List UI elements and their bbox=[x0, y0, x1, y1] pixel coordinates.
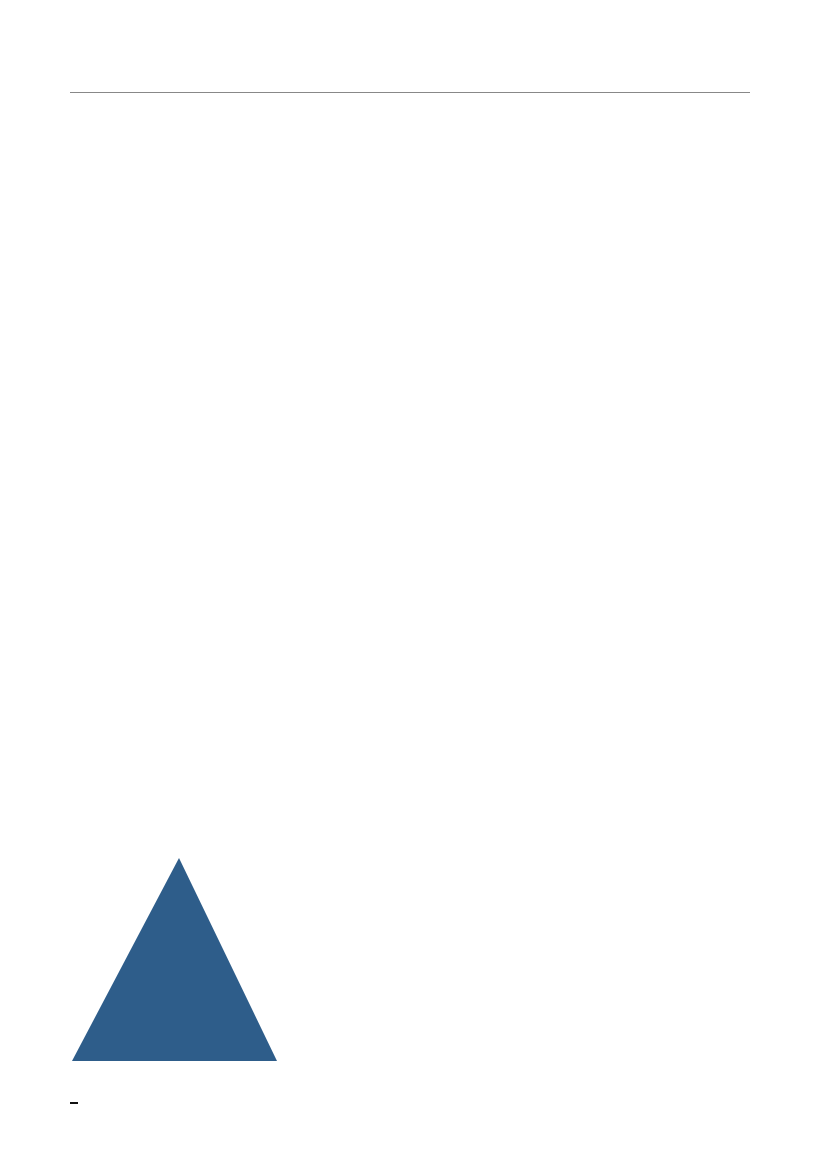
header-rule bbox=[70, 92, 750, 93]
pyramid-figure bbox=[70, 796, 280, 1066]
running-header bbox=[70, 68, 750, 88]
pyramid-shape bbox=[72, 858, 277, 1061]
page-footer bbox=[70, 1092, 84, 1114]
pyramid-graphic bbox=[70, 856, 280, 1066]
column-3 bbox=[532, 114, 742, 124]
column-2 bbox=[302, 114, 510, 124]
column-1 bbox=[70, 114, 278, 124]
page-number bbox=[70, 1102, 78, 1104]
